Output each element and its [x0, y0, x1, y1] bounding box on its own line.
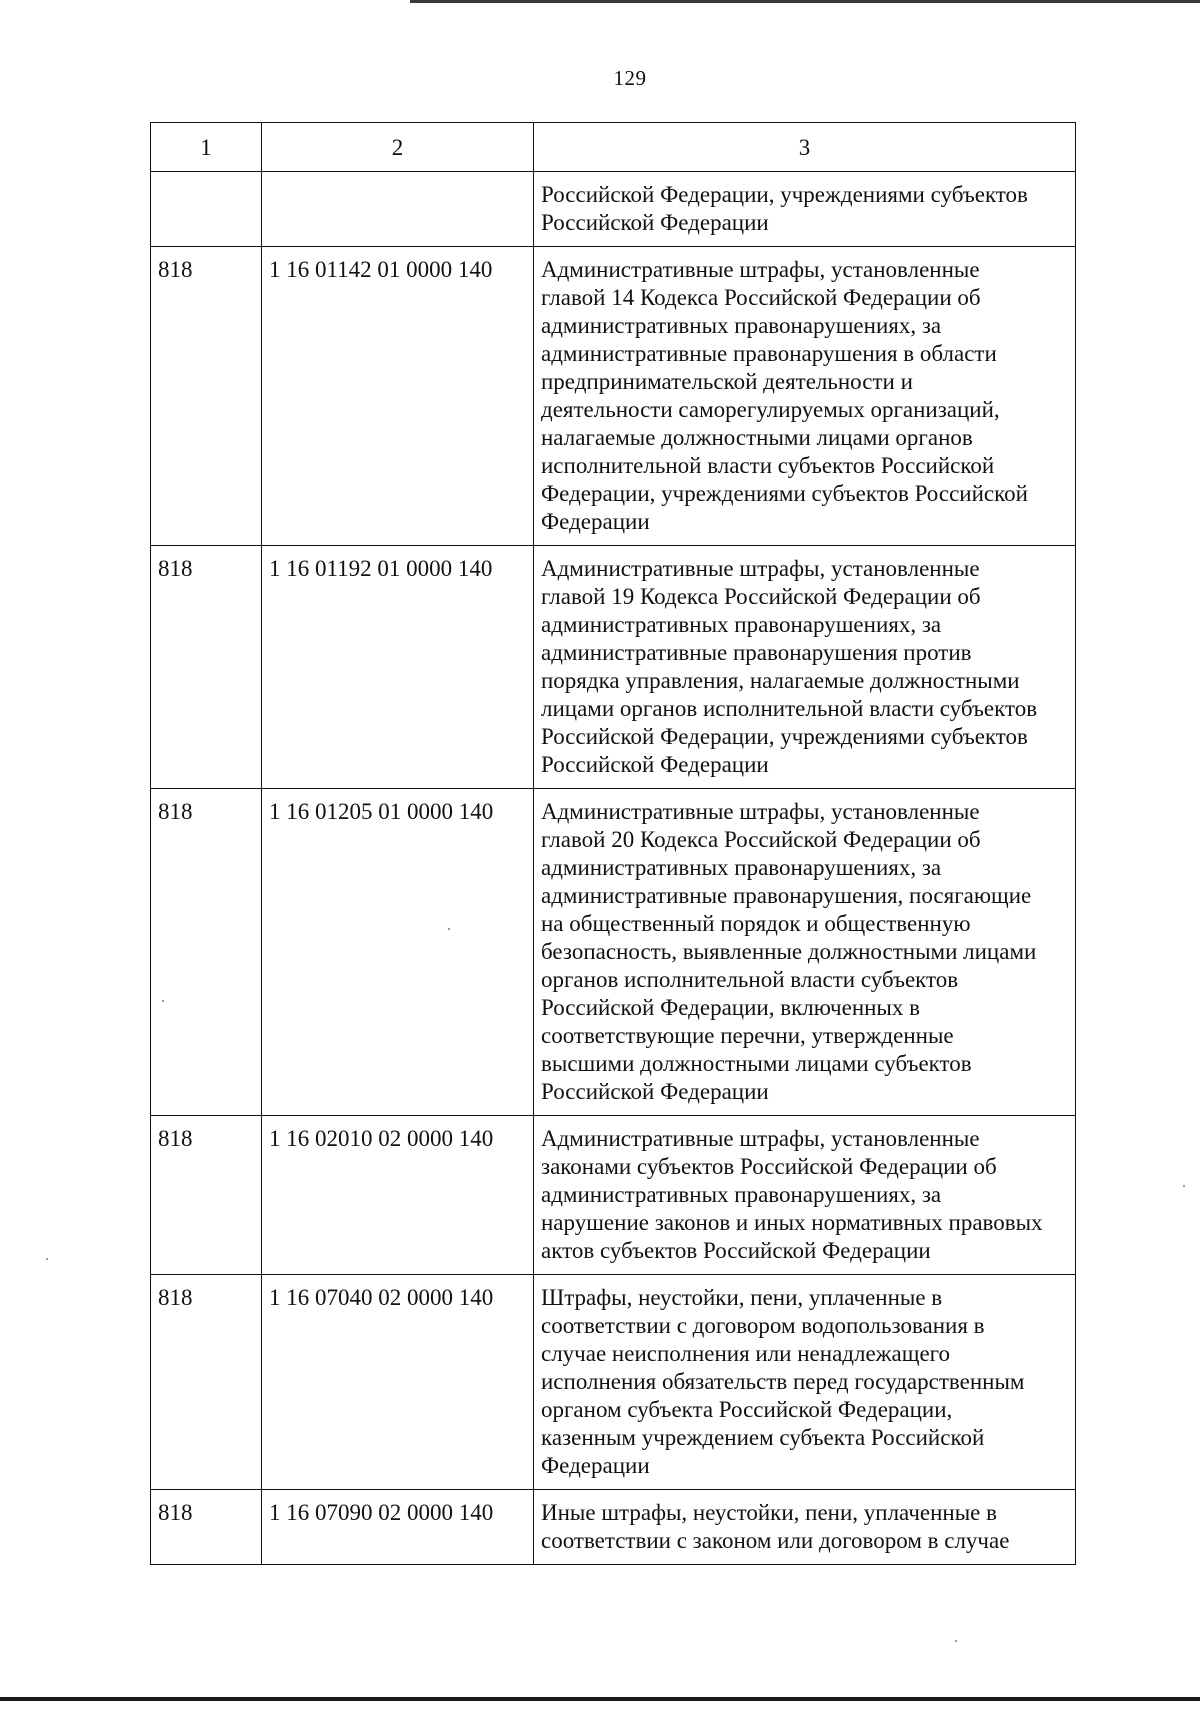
admin-code-cell: 818	[151, 1490, 262, 1565]
admin-code-cell: 818	[151, 546, 262, 789]
admin-code-cell: 818	[151, 789, 262, 1116]
admin-code-cell: 818	[151, 1116, 262, 1275]
revenue-code-cell: 1 16 01142 01 0000 140	[262, 247, 534, 546]
revenue-code-cell	[262, 172, 534, 247]
admin-code-cell	[151, 172, 262, 247]
table-row	[151, 789, 1076, 1116]
table-row	[151, 1490, 1076, 1565]
description-cell: Административные штрафы, установленные главой 20 Кодекса Российской Федерации об административных правонарушениях, за административные правонарушения, посягающие на общественный порядок и общественную безопасность, выявленные должностными лицами органов исполнительной власти субъектов Российской Федерации, включенных в соответствующие перечни, утвержденные высшими должностными лицами субъектов Российской Федерации	[534, 789, 1076, 1116]
revenue-code-cell: 1 16 07090 02 0000 140	[262, 1490, 534, 1565]
scan-speck	[448, 928, 450, 930]
revenue-code-cell: 1 16 01192 01 0000 140	[262, 546, 534, 789]
table-row	[151, 172, 1076, 247]
table-row	[151, 1116, 1076, 1275]
table-row	[151, 546, 1076, 789]
scan-speck	[955, 1640, 957, 1642]
column-header-1: 1	[151, 123, 262, 172]
description-cell: Административные штрафы, установленные законами субъектов Российской Федерации об административных правонарушениях, за нарушение законов и иных нормативных правовых актов субъектов Российской Федерации	[534, 1116, 1076, 1275]
description-cell: Административные штрафы, установленные главой 14 Кодекса Российской Федерации об административных правонарушениях, за административные правонарушения в области предпринимательской деятельности и деятельности саморегулируемых организаций, налагаемые должностными лицами органов исполнительной власти субъектов Российской Федерации, учреждениями субъектов Российской Федерации	[534, 247, 1076, 546]
description-cell: Штрафы, неустойки, пени, уплаченные в соответствии с договором водопользования в случае неисполнения или ненадлежащего исполнения обязательств перед государственным органом субъекта Российской Федерации, казенным учреждением субъекта Российской Федерации	[534, 1275, 1076, 1490]
column-header-2: 2	[262, 123, 534, 172]
table-row	[151, 247, 1076, 546]
budget-table	[150, 122, 1076, 1565]
admin-code-cell: 818	[151, 1275, 262, 1490]
scan-speck	[1183, 1185, 1185, 1187]
scan-top-rule	[410, 0, 1200, 3]
admin-code-cell: 818	[151, 247, 262, 546]
page-number: 129	[613, 66, 647, 90]
revenue-code-cell: 1 16 07040 02 0000 140	[262, 1275, 534, 1490]
column-header-3: 3	[534, 123, 1076, 172]
description-cell: Российской Федерации, учреждениями субъектов Российской Федерации	[534, 172, 1076, 247]
description-cell: Административные штрафы, установленные главой 19 Кодекса Российской Федерации об административных правонарушениях, за административные правонарушения против порядка управления, налагаемые должностными лицами органов исполнительной власти субъектов Российской Федерации, учреждениями субъектов Российской Федерации	[534, 546, 1076, 789]
revenue-code-cell: 1 16 02010 02 0000 140	[262, 1116, 534, 1275]
revenue-code-cell: 1 16 01205 01 0000 140	[262, 789, 534, 1116]
description-cell: Иные штрафы, неустойки, пени, уплаченные в соответствии с законом или договором в случае	[534, 1490, 1076, 1565]
table-row	[151, 1275, 1076, 1490]
scan-bottom-rule	[0, 1697, 1200, 1701]
table-header-row	[151, 123, 1076, 172]
scan-speck	[46, 1258, 48, 1260]
scan-speck	[162, 1000, 164, 1002]
